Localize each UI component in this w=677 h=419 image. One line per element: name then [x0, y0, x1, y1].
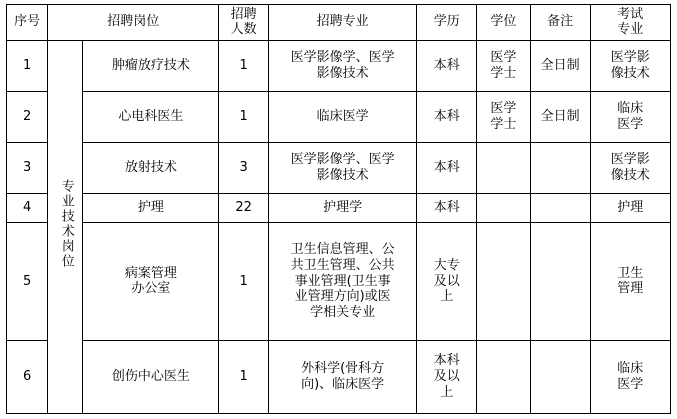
header-no: 序号: [7, 5, 48, 41]
cell-education: [417, 340, 477, 413]
cell-post: 创伤中心医生: [83, 340, 219, 413]
major-line: 共卫生管理、公共: [290, 257, 395, 273]
table-row: [7, 223, 671, 340]
education-line: 大专: [433, 257, 460, 273]
cell-major: [268, 194, 416, 223]
table-row: [7, 143, 671, 194]
remark-line: 全日制: [540, 57, 580, 73]
cell-post: 心电科医生: [83, 91, 219, 142]
cell-major: [268, 340, 416, 413]
cell-no: 2: [7, 91, 48, 142]
cell-education: [417, 91, 477, 142]
cell-major: [268, 91, 416, 142]
cell-remark: [530, 40, 590, 91]
cell-category: [48, 40, 83, 413]
cell-post: 肿瘤放疗技术: [83, 40, 219, 91]
header-exam: [590, 5, 670, 41]
header-degree: 学位: [477, 5, 531, 41]
exam-line: 医学: [617, 116, 644, 132]
post-line: 办公室: [131, 281, 171, 297]
header-remark: 备注: [530, 5, 590, 41]
education-line: 本科: [433, 200, 460, 216]
cell-remark: [530, 91, 590, 142]
cell-post: 放射技术: [83, 143, 219, 194]
education-line: 本科: [433, 108, 460, 124]
cell-remark: [530, 223, 590, 340]
cell-post: 护理: [83, 194, 219, 223]
major-line: 外科学(骨科方: [301, 360, 385, 376]
cell-remark: [530, 340, 590, 413]
table-row: [7, 340, 671, 413]
major-line: 医学影像学、医学: [290, 152, 395, 168]
cell-education: [417, 194, 477, 223]
cell-major: [268, 223, 416, 340]
cell-major: [268, 40, 416, 91]
education-line: 本科: [433, 57, 460, 73]
major-line: 学相关专业: [310, 305, 376, 321]
education-line: 本科: [433, 160, 460, 176]
cell-number: 1: [219, 223, 268, 340]
header-post: 招聘岗位: [48, 5, 219, 41]
major-line: 护理学: [323, 200, 363, 216]
cell-number: 1: [219, 91, 268, 142]
cell-remark: [530, 194, 590, 223]
table-row: [7, 91, 671, 142]
header-exam-line2: 专业: [617, 22, 644, 38]
recruitment-table: [6, 4, 671, 414]
post-line: 病案管理: [124, 265, 177, 281]
cell-degree: [477, 340, 531, 413]
cell-number: 1: [219, 40, 268, 91]
cell-exam: [590, 91, 670, 142]
cell-exam: [590, 40, 670, 91]
education-line: 及以: [433, 368, 460, 384]
exam-line: 临床: [617, 101, 644, 117]
education-line: 本科: [433, 353, 460, 369]
cell-degree: [477, 143, 531, 194]
cell-education: [417, 143, 477, 194]
major-line: 医学影像学、医学: [290, 49, 395, 65]
exam-line: 医学: [617, 376, 644, 392]
cell-no: 5: [7, 223, 48, 340]
header-number-line2: 人数: [230, 22, 257, 38]
cell-degree: [477, 40, 531, 91]
degree-line: 学士: [490, 65, 517, 81]
cell-degree: [477, 223, 531, 340]
header-number-line1: 招聘: [230, 7, 257, 22]
header-education: 学历: [417, 5, 477, 41]
cell-number: 3: [219, 143, 268, 194]
header-exam-line1: 考试: [617, 7, 644, 22]
table-row: [7, 40, 671, 91]
major-line: 卫生信息管理、公: [290, 241, 395, 257]
cell-exam: [590, 223, 670, 340]
category-label: 专业技术岗位: [58, 179, 74, 270]
education-line: 上: [440, 384, 454, 400]
major-line: 业管理方向)或医: [294, 289, 391, 305]
degree-line: 学士: [490, 116, 517, 132]
header-major: 招聘专业: [268, 5, 416, 41]
cell-degree: [477, 194, 531, 223]
cell-exam: [590, 194, 670, 223]
cell-major: [268, 143, 416, 194]
cell-no: 1: [7, 40, 48, 91]
degree-line: 医学: [490, 101, 517, 117]
remark-line: 全日制: [540, 108, 580, 124]
education-line: 上: [440, 289, 454, 305]
major-line: 临床医学: [316, 108, 369, 124]
cell-degree: [477, 91, 531, 142]
degree-line: 医学: [490, 49, 517, 65]
exam-line: 像技术: [610, 168, 650, 184]
major-line: 影像技术: [316, 168, 369, 184]
exam-line: 护理: [617, 200, 644, 216]
exam-line: 医学影: [610, 49, 650, 65]
major-line: 影像技术: [316, 65, 369, 81]
exam-line: 卫生: [617, 265, 644, 281]
table-row: [7, 194, 671, 223]
table-header-row: [7, 5, 671, 41]
exam-line: 临床: [617, 360, 644, 376]
major-line: 事业管理(卫生事: [294, 273, 391, 289]
education-line: 及以: [433, 273, 460, 289]
cell-education: [417, 223, 477, 340]
exam-line: 管理: [617, 281, 644, 297]
header-number: [219, 5, 268, 41]
cell-no: 3: [7, 143, 48, 194]
cell-exam: [590, 143, 670, 194]
cell-no: 4: [7, 194, 48, 223]
exam-line: 像技术: [610, 65, 650, 81]
cell-no: 6: [7, 340, 48, 413]
cell-education: [417, 40, 477, 91]
cell-number: 22: [219, 194, 268, 223]
cell-exam: [590, 340, 670, 413]
cell-post: [83, 223, 219, 340]
cell-remark: [530, 143, 590, 194]
major-line: 向)、临床医学: [301, 376, 385, 392]
cell-number: 1: [219, 340, 268, 413]
exam-line: 医学影: [610, 152, 650, 168]
